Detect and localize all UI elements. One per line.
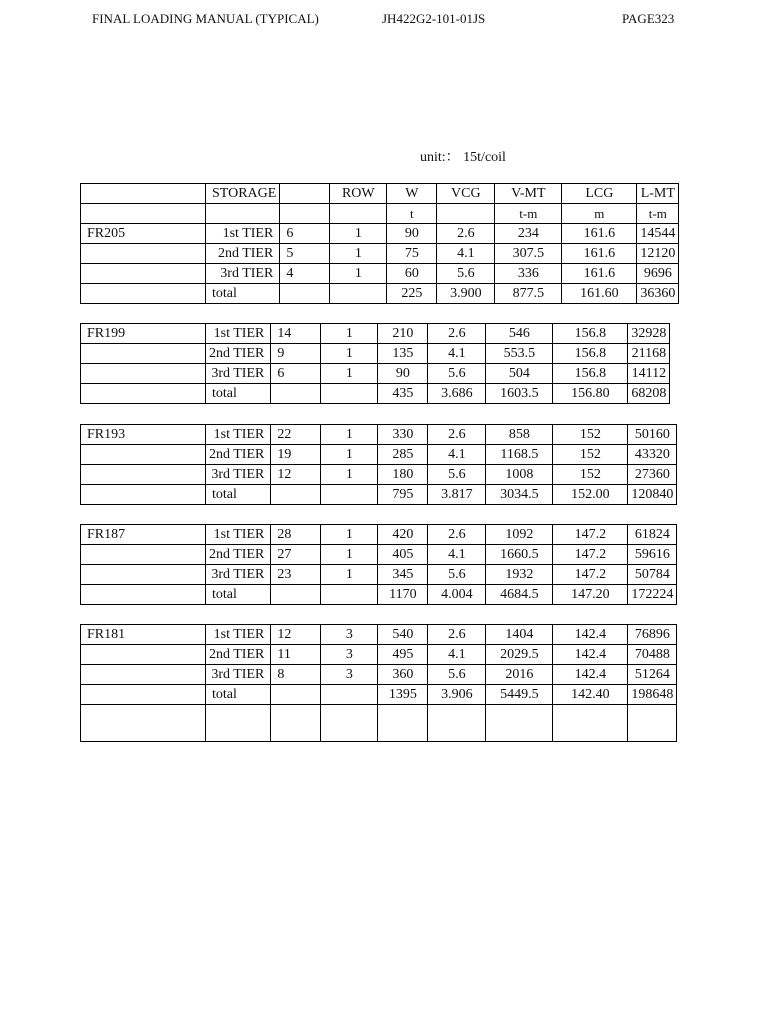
tier-row <box>81 565 677 585</box>
vcg-value: 2.6 <box>428 525 486 545</box>
tier-label: 3rd TIER <box>206 665 271 685</box>
vmt-value: 858 <box>486 425 553 445</box>
vcg-value: 4.1 <box>437 244 495 264</box>
empty-cell <box>321 485 378 505</box>
empty-cell <box>81 465 206 485</box>
column-header-row: ROW <box>330 184 387 204</box>
total-row <box>81 284 679 304</box>
total-weight: 225 <box>387 284 437 304</box>
tier-row <box>81 465 677 485</box>
empty-cell <box>378 705 428 742</box>
vmt-value: 504 <box>486 364 553 384</box>
weight-value: 285 <box>378 445 428 465</box>
empty-cell <box>553 705 628 742</box>
total-vcg: 4.004 <box>428 585 486 605</box>
coil-count: 9 <box>271 344 321 364</box>
unit-note: unit:： 15t/coil <box>420 150 506 165</box>
unit-lmt: t-m <box>637 204 679 224</box>
empty-header-cell <box>81 184 206 204</box>
empty-cell <box>486 705 553 742</box>
empty-cell <box>271 485 321 505</box>
empty-cell <box>428 705 486 742</box>
lcg-value: 152 <box>553 425 628 445</box>
column-header-lmt: L-MT <box>637 184 679 204</box>
total-weight: 795 <box>378 485 428 505</box>
coil-count: 28 <box>271 525 321 545</box>
lcg-value: 142.4 <box>553 645 628 665</box>
lcg-value: 142.4 <box>553 665 628 685</box>
row-count: 3 <box>321 645 378 665</box>
total-row <box>81 485 677 505</box>
weight-value: 330 <box>378 425 428 445</box>
coil-count: 14 <box>271 324 321 344</box>
blank-row <box>81 705 677 742</box>
total-label: total <box>206 585 271 605</box>
total-row <box>81 384 670 404</box>
tier-label: 2nd TIER <box>206 445 271 465</box>
lcg-value: 156.8 <box>553 344 628 364</box>
lcg-value: 147.2 <box>553 565 628 585</box>
tier-row <box>81 625 677 645</box>
coil-count: 5 <box>280 244 330 264</box>
vcg-value: 4.1 <box>428 645 486 665</box>
empty-cell <box>271 685 321 705</box>
frame-label: FR193 <box>81 425 206 445</box>
unit-w: t <box>387 204 437 224</box>
row-count: 1 <box>321 425 378 445</box>
empty-cell <box>628 705 677 742</box>
tier-label: 2nd TIER <box>206 344 271 364</box>
row-count: 3 <box>321 625 378 645</box>
vcg-value: 5.6 <box>428 364 486 384</box>
row-count: 1 <box>321 525 378 545</box>
unit-lcg: m <box>562 204 637 224</box>
vcg-value: 5.6 <box>428 665 486 685</box>
units-row <box>81 204 679 224</box>
weight-value: 90 <box>387 224 437 244</box>
empty-cell <box>81 585 206 605</box>
lmt-value: 70488 <box>628 645 677 665</box>
coil-count: 4 <box>280 264 330 284</box>
empty-cell <box>81 264 206 284</box>
vmt-value: 1660.5 <box>486 545 553 565</box>
page-number: PAGE323 <box>622 11 675 26</box>
vmt-value: 2016 <box>486 665 553 685</box>
lcg-value: 152 <box>553 445 628 465</box>
lmt-value: 21168 <box>628 344 670 364</box>
coil-count: 23 <box>271 565 321 585</box>
tier-row <box>81 525 677 545</box>
weight-value: 405 <box>378 545 428 565</box>
empty-cell <box>321 685 378 705</box>
coil-count: 6 <box>280 224 330 244</box>
total-vcg: 3.906 <box>428 685 486 705</box>
vcg-value: 4.1 <box>428 545 486 565</box>
lcg-value: 156.8 <box>553 324 628 344</box>
document-title: FINAL LOADING MANUAL (TYPICAL) <box>92 11 319 26</box>
vmt-value: 1092 <box>486 525 553 545</box>
frame-table-fr199 <box>80 323 670 404</box>
total-lcg: 161.60 <box>562 284 637 304</box>
total-vmt: 4684.5 <box>486 585 553 605</box>
empty-cell <box>321 585 378 605</box>
empty-header-cell <box>280 184 330 204</box>
tier-row <box>81 344 670 364</box>
tier-row <box>81 264 679 284</box>
vmt-value: 2029.5 <box>486 645 553 665</box>
column-header-vmt: V-MT <box>495 184 562 204</box>
vcg-value: 2.6 <box>428 625 486 645</box>
total-vcg: 3.817 <box>428 485 486 505</box>
row-count: 1 <box>321 324 378 344</box>
frame-table-fr193 <box>80 424 677 505</box>
lcg-value: 147.2 <box>553 545 628 565</box>
vmt-value: 546 <box>486 324 553 344</box>
weight-value: 420 <box>378 525 428 545</box>
vcg-value: 4.1 <box>428 344 486 364</box>
lmt-value: 14544 <box>637 224 679 244</box>
coil-count: 6 <box>271 364 321 384</box>
total-label: total <box>206 284 280 304</box>
empty-cell <box>206 705 271 742</box>
total-weight: 435 <box>378 384 428 404</box>
tier-label: 1st TIER <box>206 625 271 645</box>
empty-unit-cell <box>206 204 280 224</box>
coil-count: 12 <box>271 625 321 645</box>
vcg-value: 5.6 <box>428 465 486 485</box>
vcg-value: 2.6 <box>437 224 495 244</box>
lmt-value: 51264 <box>628 665 677 685</box>
empty-cell <box>81 384 206 404</box>
column-header-storage: STORAGE <box>206 184 280 204</box>
empty-cell <box>81 565 206 585</box>
total-lmt: 36360 <box>637 284 679 304</box>
row-count: 1 <box>321 445 378 465</box>
weight-value: 75 <box>387 244 437 264</box>
lmt-value: 14112 <box>628 364 670 384</box>
empty-cell <box>81 545 206 565</box>
frame-label: FR205 <box>81 224 206 244</box>
empty-cell <box>81 284 206 304</box>
empty-cell <box>81 445 206 465</box>
total-lcg: 147.20 <box>553 585 628 605</box>
vmt-value: 1008 <box>486 465 553 485</box>
total-lcg: 142.40 <box>553 685 628 705</box>
weight-value: 60 <box>387 264 437 284</box>
lcg-value: 147.2 <box>553 525 628 545</box>
total-weight: 1170 <box>378 585 428 605</box>
empty-cell <box>271 384 321 404</box>
row-count: 1 <box>321 565 378 585</box>
coil-count: 27 <box>271 545 321 565</box>
frame-label: FR181 <box>81 625 206 645</box>
empty-cell <box>81 645 206 665</box>
vmt-value: 1404 <box>486 625 553 645</box>
weight-value: 495 <box>378 645 428 665</box>
column-header-w: W <box>387 184 437 204</box>
tier-row <box>81 364 670 384</box>
empty-cell <box>81 705 206 742</box>
empty-cell <box>271 705 321 742</box>
empty-cell <box>330 284 387 304</box>
tier-row <box>81 665 677 685</box>
tier-label: 1st TIER <box>206 425 271 445</box>
weight-value: 135 <box>378 344 428 364</box>
lcg-value: 152 <box>553 465 628 485</box>
empty-cell <box>81 665 206 685</box>
total-row <box>81 685 677 705</box>
tier-row <box>81 224 679 244</box>
vcg-value: 5.6 <box>428 565 486 585</box>
total-vmt: 1603.5 <box>486 384 553 404</box>
weight-value: 540 <box>378 625 428 645</box>
total-row <box>81 585 677 605</box>
empty-cell <box>81 344 206 364</box>
tier-label: 3rd TIER <box>206 565 271 585</box>
total-vmt: 3034.5 <box>486 485 553 505</box>
row-count: 1 <box>330 264 387 284</box>
tier-row <box>81 445 677 465</box>
total-vcg: 3.686 <box>428 384 486 404</box>
tier-row <box>81 425 677 445</box>
empty-cell <box>81 485 206 505</box>
vmt-value: 307.5 <box>495 244 562 264</box>
empty-cell <box>280 284 330 304</box>
total-lmt: 120840 <box>628 485 677 505</box>
weight-value: 180 <box>378 465 428 485</box>
total-vmt: 877.5 <box>495 284 562 304</box>
empty-cell <box>271 585 321 605</box>
unit-vmt: t-m <box>495 204 562 224</box>
lcg-value: 142.4 <box>553 625 628 645</box>
vmt-value: 553.5 <box>486 344 553 364</box>
total-weight: 1395 <box>378 685 428 705</box>
row-count: 1 <box>330 224 387 244</box>
row-count: 1 <box>321 344 378 364</box>
tier-label: 3rd TIER <box>206 465 271 485</box>
total-label: total <box>206 485 271 505</box>
tier-label: 1st TIER <box>206 324 271 344</box>
tier-row <box>81 645 677 665</box>
total-lmt: 198648 <box>628 685 677 705</box>
vcg-value: 2.6 <box>428 425 486 445</box>
lmt-value: 12120 <box>637 244 679 264</box>
frame-label: FR199 <box>81 324 206 344</box>
lmt-value: 9696 <box>637 264 679 284</box>
lmt-value: 32928 <box>628 324 670 344</box>
lcg-value: 161.6 <box>562 244 637 264</box>
coil-count: 22 <box>271 425 321 445</box>
row-count: 3 <box>321 665 378 685</box>
empty-cell <box>81 244 206 264</box>
empty-unit-cell <box>280 204 330 224</box>
empty-unit-cell <box>81 204 206 224</box>
lmt-value: 50160 <box>628 425 677 445</box>
total-lmt: 172224 <box>628 585 677 605</box>
frame-table-fr187 <box>80 524 677 605</box>
lmt-value: 27360 <box>628 465 677 485</box>
empty-cell <box>81 685 206 705</box>
empty-cell <box>321 705 378 742</box>
lmt-value: 43320 <box>628 445 677 465</box>
coil-count: 19 <box>271 445 321 465</box>
frame-table-fr181 <box>80 624 677 742</box>
vcg-value: 4.1 <box>428 445 486 465</box>
header-row <box>81 184 679 204</box>
weight-value: 360 <box>378 665 428 685</box>
tier-label: 2nd TIER <box>206 645 271 665</box>
row-count: 1 <box>321 465 378 485</box>
coil-count: 11 <box>271 645 321 665</box>
total-label: total <box>206 384 271 404</box>
empty-unit-cell <box>437 204 495 224</box>
document-number: JH422G2-101-01JS <box>382 11 486 26</box>
tier-label: 1st TIER <box>206 224 280 244</box>
total-lcg: 152.00 <box>553 485 628 505</box>
weight-value: 345 <box>378 565 428 585</box>
vmt-value: 336 <box>495 264 562 284</box>
weight-value: 210 <box>378 324 428 344</box>
row-count: 1 <box>330 244 387 264</box>
row-count: 1 <box>321 364 378 384</box>
lcg-value: 161.6 <box>562 224 637 244</box>
frame-label: FR187 <box>81 525 206 545</box>
tier-label: 3rd TIER <box>206 264 280 284</box>
lmt-value: 61824 <box>628 525 677 545</box>
total-lcg: 156.80 <box>553 384 628 404</box>
total-lmt: 68208 <box>628 384 670 404</box>
tier-row <box>81 244 679 264</box>
tier-label: 2nd TIER <box>206 545 271 565</box>
tier-row <box>81 545 677 565</box>
lmt-value: 76896 <box>628 625 677 645</box>
lcg-value: 156.8 <box>553 364 628 384</box>
tier-label: 2nd TIER <box>206 244 280 264</box>
vmt-value: 1168.5 <box>486 445 553 465</box>
vmt-value: 1932 <box>486 565 553 585</box>
column-header-lcg: LCG <box>562 184 637 204</box>
frame-table-fr205 <box>80 183 679 304</box>
vcg-value: 5.6 <box>437 264 495 284</box>
empty-cell <box>321 384 378 404</box>
lmt-value: 59616 <box>628 545 677 565</box>
empty-cell <box>81 364 206 384</box>
row-count: 1 <box>321 545 378 565</box>
tier-label: 3rd TIER <box>206 364 271 384</box>
tier-label: 1st TIER <box>206 525 271 545</box>
weight-value: 90 <box>378 364 428 384</box>
total-label: total <box>206 685 271 705</box>
empty-unit-cell <box>330 204 387 224</box>
vcg-value: 2.6 <box>428 324 486 344</box>
coil-count: 12 <box>271 465 321 485</box>
vmt-value: 234 <box>495 224 562 244</box>
lcg-value: 161.6 <box>562 264 637 284</box>
total-vmt: 5449.5 <box>486 685 553 705</box>
lmt-value: 50784 <box>628 565 677 585</box>
coil-count: 8 <box>271 665 321 685</box>
tier-row <box>81 324 670 344</box>
column-header-vcg: VCG <box>437 184 495 204</box>
total-vcg: 3.900 <box>437 284 495 304</box>
